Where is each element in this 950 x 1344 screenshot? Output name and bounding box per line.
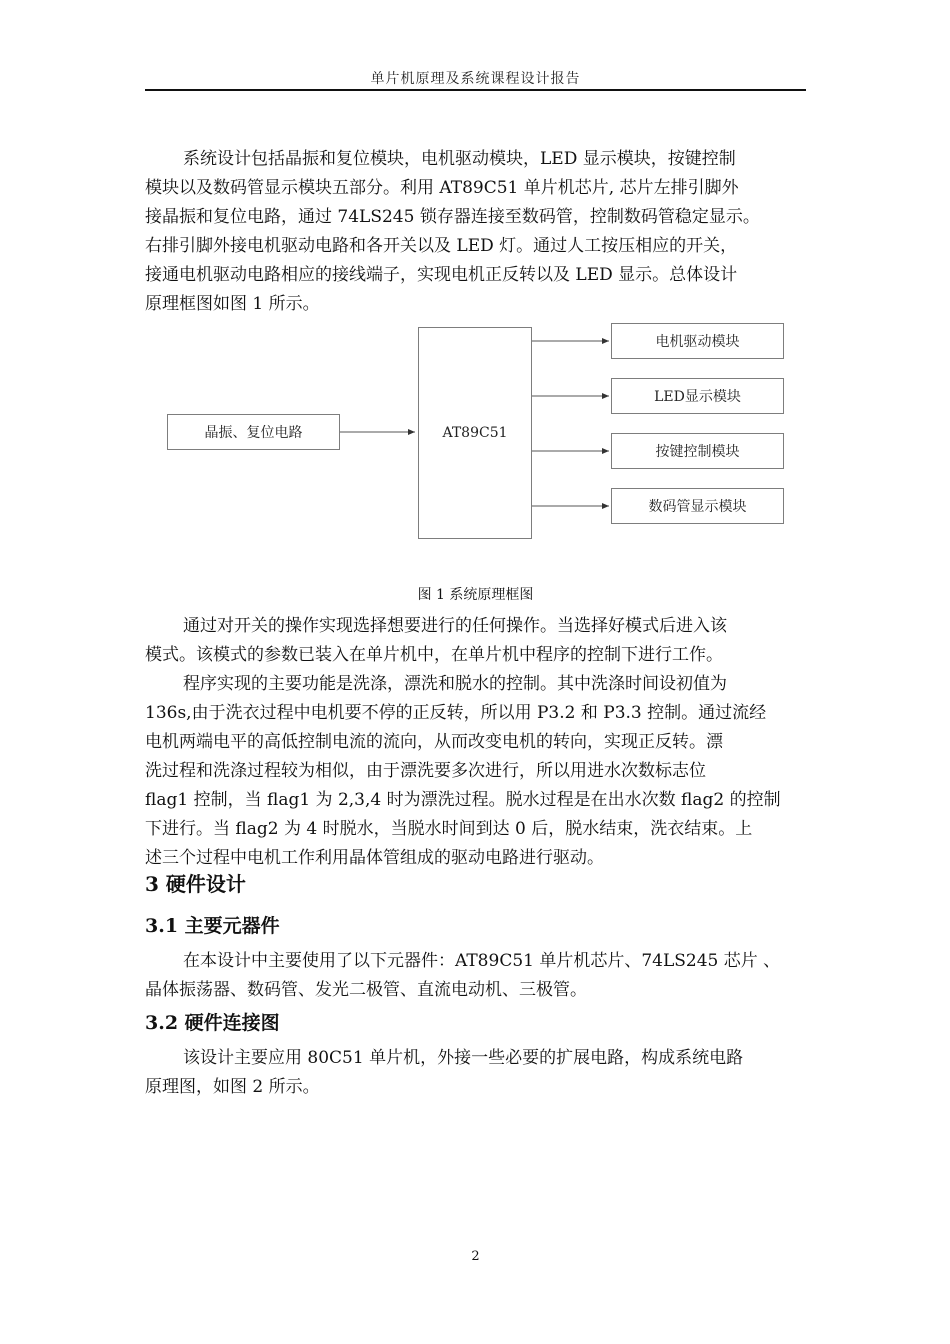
text-line: 136s,由于洗衣过程中电机要不停的正反转，所以用 P3.2 和 P3.3 控制。通过流经	[145, 703, 767, 723]
digit-display-block: 数码管显示模块	[611, 488, 784, 524]
page-number: 2	[471, 1249, 480, 1264]
text-line: 原理框图如图 1 所示。	[145, 294, 320, 314]
text-line: 程序实现的主要功能是洗涤，漂洗和脱水的控制。其中洗涤时间设初值为	[183, 674, 727, 694]
page-header-title: 单片机原理及系统课程设计报告	[370, 71, 581, 87]
mode-paragraph	[145, 612, 815, 670]
text-line: 模块以及数码管显示模块五部分。利用 AT89C51 单片机芯片, 芯片左排引脚外	[145, 178, 739, 198]
text-line: 洗过程和洗涤过程较为相似，由于漂洗要多次进行，所以用进水次数标志位	[145, 761, 706, 781]
text-line: 接晶振和复位电路，通过 74LS245 锁存器连接至数码管，控制数码管稳定显示。	[145, 207, 760, 227]
text-line: 原理图，如图 2 所示。	[145, 1077, 320, 1097]
text-line: 该设计主要应用 80C51 单片机，外接一些必要的扩展电路，构成系统电路	[183, 1048, 744, 1068]
text-line: 通过对开关的操作实现选择想要进行的任何操作。当选择好模式后进入该	[183, 616, 727, 636]
text-line: 系统设计包括晶振和复位模块，电机驱动模块，LED 显示模块，按键控制	[183, 149, 736, 169]
components-paragraph	[145, 947, 815, 1005]
system-block-diagram	[145, 318, 806, 553]
led-display-block: LED显示模块	[611, 378, 784, 414]
text-line: 右排引脚外接电机驱动电路和各开关以及 LED 灯。通过人工按压相应的开关，	[145, 236, 738, 256]
section-3-1-heading: 3.1 主要元器件	[145, 915, 280, 937]
text-line: 模式。该模式的参数已装入在单片机中，在单片机中程序的控制下进行工作。	[145, 645, 723, 665]
section-3-heading: 3 硬件设计	[145, 872, 246, 896]
text-line: flag1 控制，当 flag1 为 2,3,4 时为漂洗过程。脱水过程是在出水次数 flag2 的控制	[145, 790, 781, 810]
motor-drive-block: 电机驱动模块	[611, 323, 784, 359]
key-control-block: 按键控制模块	[611, 433, 784, 469]
hardware-connection-paragraph	[145, 1044, 815, 1102]
text-line: 接通电机驱动电路相应的接线端子，实现电机正反转以及 LED 显示。总体设计	[145, 265, 738, 285]
section-3-2-heading: 3.2 硬件连接图	[145, 1012, 280, 1034]
text-line: 在本设计中主要使用了以下元器件：AT89C51 单片机芯片、74LS245 芯片 、	[183, 951, 781, 971]
program-paragraph	[145, 670, 815, 873]
text-line: 下进行。当 flag2 为 4 时脱水，当脱水时间到达 0 后，脱水结束，洗衣结束。上	[145, 819, 753, 839]
header-rule	[145, 89, 806, 91]
figure-1-caption: 图 1 系统原理框图	[417, 587, 534, 603]
intro-paragraph	[145, 145, 815, 319]
text-line: 电机两端电平的高低控制电流的流向，从而改变电机的转向，实现正反转。漂	[145, 732, 723, 752]
text-line: 晶体振荡器、数码管、发光二极管、直流电动机、三极管。	[145, 980, 587, 1000]
mcu-block: AT89C51	[418, 327, 532, 539]
text-line: 述三个过程中电机工作利用晶体管组成的驱动电路进行驱动。	[145, 848, 604, 868]
oscillator-reset-block: 晶振、复位电路	[167, 414, 340, 450]
